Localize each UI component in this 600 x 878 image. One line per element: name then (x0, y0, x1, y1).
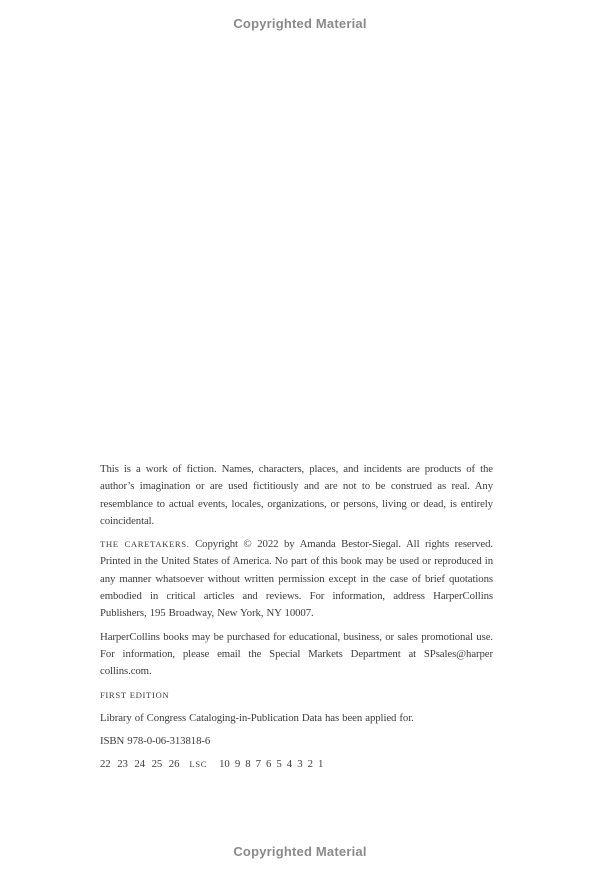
printers-key-print-run: 10 9 8 7 6 5 4 3 2 1 (219, 758, 324, 771)
special-markets-notice: HarperCollins books may be purchased for educational, business, or sales promotional use. For information, please email the Special Markets Department at SPsales@harper collins.com. (100, 630, 493, 678)
copyrighted-material-top-label: Copyrighted Material (233, 16, 367, 31)
copyrighted-material-bottom-label: Copyrighted Material (233, 844, 367, 859)
printers-key-printer-code: LSC (189, 759, 208, 770)
copyright-notice-text: Copyright © 2022 by Amanda Bestor-Siegal. All rights reserved. Printed in the United States of America. No part of this book may be used or reproduced in any manner whatsoever without written permission except in the case of brief quotations embodied in critical articles and reviews. For information, address HarperCollins Publishers, 195 Broadway, New York, NY 10007. (100, 538, 493, 620)
library-of-congress-line: Library of Congress Cataloging-in-Publication Data has been applied for. (100, 711, 414, 724)
printers-key (100, 756, 493, 773)
fiction-disclaimer: This is a work of fiction. Names, characters, places, and incidents are products of the author’s imagination or are used fictitiously and are not to be construed as real. Any resemblance to actual events, locales, organizations, or persons, living or dead, is entirely coincidental. (100, 463, 493, 527)
isbn-line: ISBN 978-0-06-313818-6 (100, 735, 211, 748)
copyright-text-block (100, 461, 493, 780)
edition-label: FIRST EDITION (100, 689, 170, 700)
book-title-small-caps: THE CARETAKERS. (100, 539, 190, 550)
printers-key-years: 22 23 24 25 26 (100, 758, 180, 771)
copyright-notice (100, 536, 493, 622)
edition-statement (100, 687, 493, 704)
